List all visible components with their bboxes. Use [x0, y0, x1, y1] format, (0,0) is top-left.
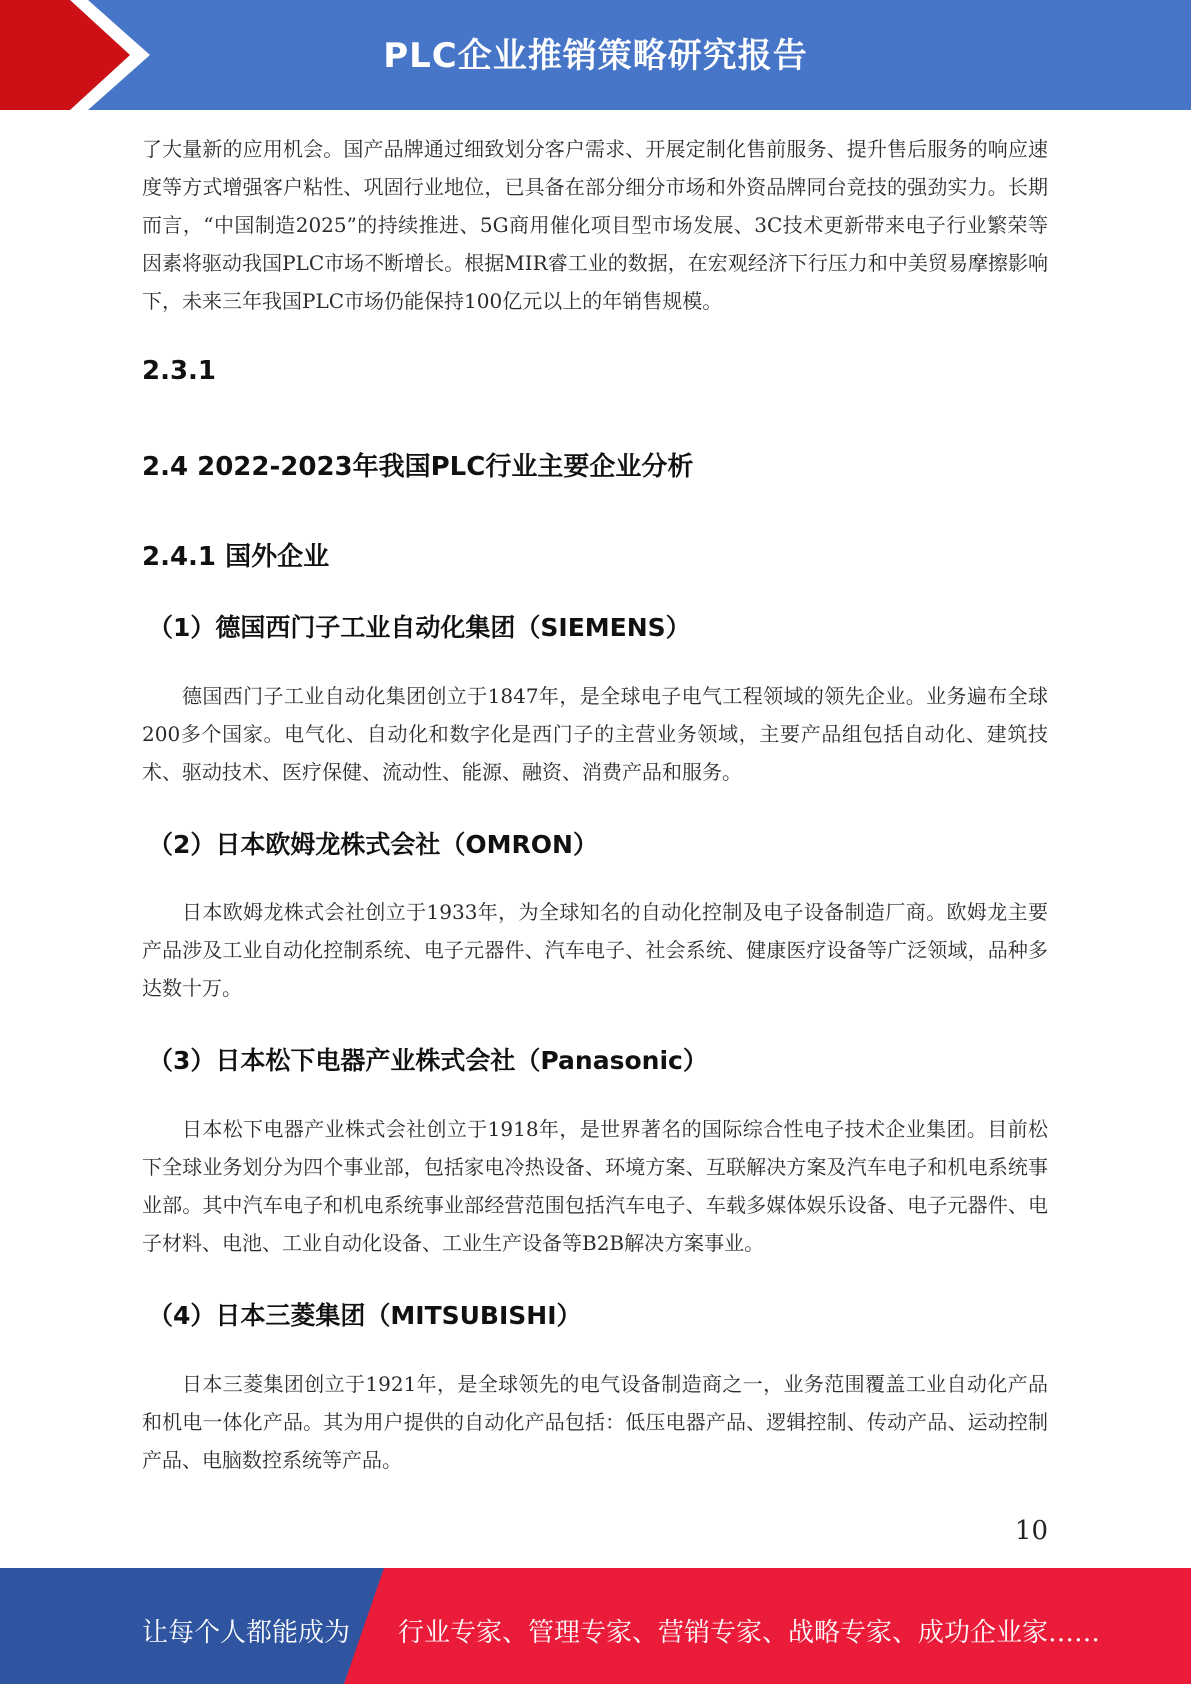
company-heading-mitsubishi: （4）日本三菱集团（MITSUBISHI）: [148, 1301, 582, 1330]
company-paragraph-siemens: 德国西门子工业自动化集团创立于1847年，是全球电子电气工程领域的领先企业。业务遍布全球200多个国家。电气化、自动化和数字化是西门子的主营业务领域，主要产品组包括自动化、建筑技术、驱动技术、医疗保健、流动性、能源、融资、消费产品和服务。: [142, 684, 1048, 784]
company-paragraph-block: [142, 677, 1048, 791]
company-heading-panasonic: （3）日本松下电器产业株式会社（Panasonic）: [148, 1046, 708, 1075]
company-heading-omron: （2）日本欧姆龙株式会社（OMRON）: [148, 830, 598, 859]
page-header: [0, 0, 1191, 110]
company-paragraph-block: [142, 1365, 1048, 1479]
page-footer: [0, 1568, 1191, 1684]
footer-slogan-right: 行业专家、管理专家、营销专家、战略专家、成功企业家……: [398, 1618, 1101, 1648]
company-heading-siemens: （1）德国西门子工业自动化集团（SIEMENS）: [148, 613, 691, 642]
section-heading-2-4-1: 2.4.1 国外企业: [142, 542, 330, 572]
footer-slogan-left: 让每个人都能成为: [142, 1618, 351, 1648]
company-paragraph-mitsubishi: 日本三菱集团创立于1921年，是全球领先的电气设备制造商之一，业务范围覆盖工业自动化产品和机电一体化产品。其为用户提供的自动化产品包括：低压电器产品、逻辑控制、传动产品、运动控制产品、电脑数控系统等产品。: [142, 1372, 1048, 1472]
section-heading-2-3-1: 2.3.1: [142, 356, 217, 386]
section-heading-2-4: 2.4 2022-2023年我国PLC行业主要企业分析: [142, 452, 694, 482]
company-paragraph-omron: 日本欧姆龙株式会社创立于1933年，为全球知名的自动化控制及电子设备制造厂商。欧姆龙主要产品涉及工业自动化控制系统、电子元器件、汽车电子、社会系统、健康医疗设备等广泛领域，品种多达数十万。: [142, 900, 1048, 1000]
intro-paragraph: 了大量新的应用机会。国产品牌通过细致划分客户需求、开展定制化售前服务、提升售后服务的响应速度等方式增强客户粘性、巩固行业地位，已具备在部分细分市场和外资品牌同台竞技的强劲实力。长期而言，“中国制造2025”的持续推进、5G商用催化项目型市场发展、3C技术更新带来电子行业繁荣等因素将驱动我国PLC市场不断增长。根据MIR睿工业的数据，在宏观经济下行压力和中美贸易摩擦影响下，未来三年我国PLC市场仍能保持100亿元以上的年销售规模。: [142, 137, 1048, 313]
page-number: 10: [1014, 1516, 1048, 1546]
company-paragraph-block: [142, 1110, 1048, 1262]
company-paragraph-panasonic: 日本松下电器产业株式会社创立于1918年，是世界著名的国际综合性电子技术企业集团。目前松下全球业务划分为四个事业部，包括家电冷热设备、环境方案、互联解决方案及汽车电子和机电系统事业部。其中汽车电子和机电系统事业部经营范围包括汽车电子、车载多媒体娱乐设备、电子元器件、电子材料、电池、工业自动化设备、工业生产设备等B2B解决方案事业。: [142, 1117, 1048, 1255]
intro-paragraph-block: [142, 130, 1048, 320]
report-title: PLC企业推销策略研究报告: [383, 36, 808, 76]
company-paragraph-block: [142, 893, 1048, 1007]
